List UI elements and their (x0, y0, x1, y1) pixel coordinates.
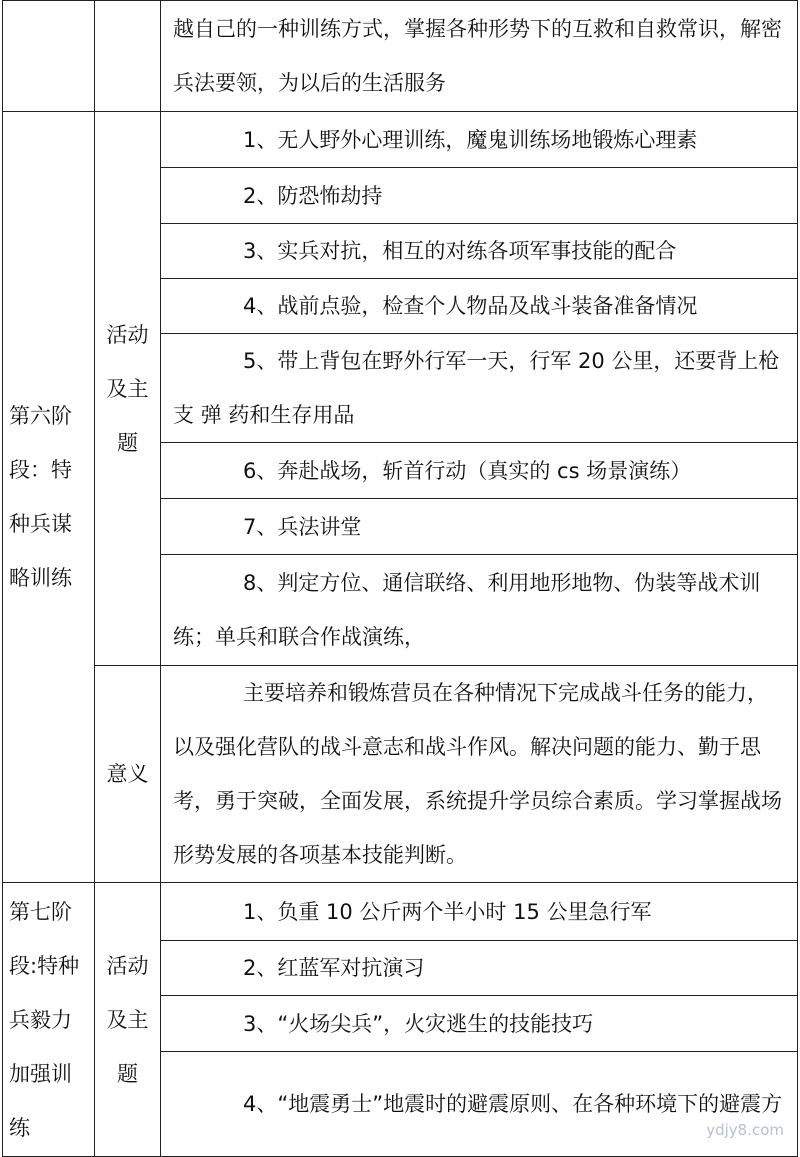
stage6-item (161, 443, 798, 499)
stage6-meaning (161, 666, 798, 883)
stage6-meaning-row (3, 666, 798, 883)
stage6-title: 第六阶段：特种兵谋略训练 (3, 112, 95, 883)
intro-blank-1 (3, 1, 95, 112)
stage6-item-text: 3、实兵对抗，相互的对练各项军事技能的配合 (243, 239, 677, 263)
stage6-meaning-text: 主要培养和锻炼营员在各种情况下完成战斗任务的能力，以及强化营队的战斗意志和战斗作风。解决问题的能力、勤于思考，勇于突破，全面发展，系统提升学员综合素质。学习掌握战场形势发展的各项基本技能判断。 (173, 681, 782, 867)
stage6-item-text: 7、兵法讲堂 (243, 514, 362, 539)
stage6-item-text: 2、防恐怖劫持 (243, 183, 383, 208)
stage6-item (161, 555, 798, 666)
stage6-item (161, 279, 798, 334)
stage6-item-text: 8、判定方位、通信联络、利用地形地物、伪装等战术训练；单兵和联合作战演练， (173, 571, 761, 649)
stage7-item (161, 1052, 798, 1157)
stage6-item (161, 168, 798, 224)
stage6-meaning-label: 意义 (95, 666, 161, 883)
stage6-item-text: 4、战前点验，检查个人物品及战斗装备准备情况 (243, 294, 698, 318)
stage6-item (161, 112, 798, 168)
stage7-item-text: 2、红蓝军对抗演习 (243, 956, 425, 980)
stage7-item (161, 941, 798, 996)
stage7-item-text: 3、“火场尖兵”，火灾逃生的技能技巧 (243, 1011, 594, 1036)
stage6-row-1 (3, 112, 798, 168)
stage6-item (161, 334, 798, 443)
intro-blank-2 (95, 1, 161, 112)
stage7-activity-label: 活动及主题 (95, 883, 161, 1157)
stage7-item-text: 4、“地震勇士”地震时的避震原则、在各种环境下的避震方 (243, 1092, 783, 1116)
stage6-item-text: 5、带上背包在野外行军一天，行军 20 公里，还要背上枪支 弹 药和生存用品 (173, 349, 780, 427)
stage7-title: 第七阶段:特种兵毅力加强训练 (3, 883, 95, 1157)
stage6-activity-label: 活动及主题 (95, 112, 161, 666)
stage6-item (161, 499, 798, 555)
watermark: ydjy8.com (706, 1121, 784, 1139)
stage7-row-1 (3, 883, 798, 941)
training-table (2, 0, 798, 1157)
stage7-item-text: 1、负重 10 公斤两个半小时 15 公里急行军 (243, 899, 652, 924)
stage7-item (161, 883, 798, 941)
stage6-item-text: 1、无人野外心理训练，魔鬼训练场地锻炼心理素 (243, 127, 698, 152)
stage6-item (161, 224, 798, 279)
stage7-item (161, 996, 798, 1052)
intro-text: 越自己的一种训练方式，掌握各种形势下的互救和自救常识，解密兵法要领，为以后的生活服务 (161, 1, 798, 112)
intro-row (3, 1, 798, 112)
stage6-item-text: 6、奔赴战场，斩首行动（真实的 cs 场景演练） (243, 458, 692, 483)
